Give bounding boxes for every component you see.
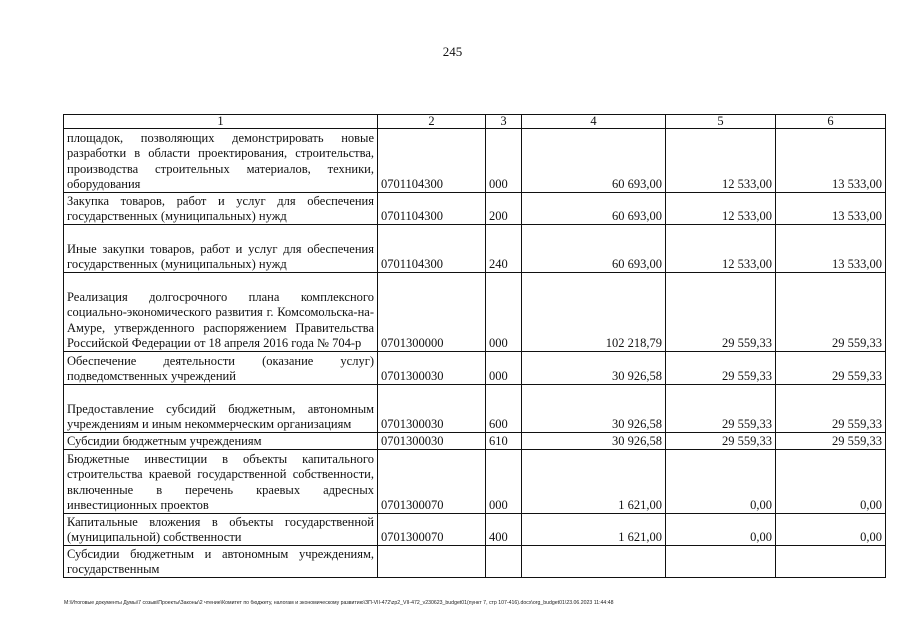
- table-row: [64, 352, 886, 385]
- table-row: [64, 225, 886, 273]
- row-value-col4: 60 693,00: [522, 225, 666, 273]
- row-code: [378, 546, 486, 578]
- row-value-col4: 102 218,79: [522, 273, 666, 352]
- table-header-row: [64, 115, 886, 129]
- row-code: 0701300070: [378, 514, 486, 546]
- row-code: 0701300070: [378, 450, 486, 514]
- row-value-col6: 29 559,33: [776, 273, 886, 352]
- row-value-col5: 12 533,00: [666, 193, 776, 225]
- footer-file-path: M:\Итоговые документы Думы\7 созыв\Проекты\Законы\2 чтение\Комитет по бюджету, налогам и экономическому развитию\ЗП-VII-472\zp2_VII-472_v230623_budget01(пункт 7, стр 107-416).docx\org_budget01\23.06.2023 11:44:48: [64, 600, 614, 606]
- row-type: 000: [486, 273, 522, 352]
- row-value-col6: 13 533,00: [776, 193, 886, 225]
- row-type: [486, 546, 522, 578]
- row-code: 0701300030: [378, 352, 486, 385]
- row-value-col5: 29 559,33: [666, 273, 776, 352]
- column-header: 3: [486, 115, 522, 129]
- row-type: 240: [486, 225, 522, 273]
- row-type: 610: [486, 433, 522, 450]
- row-value-col5: 29 559,33: [666, 433, 776, 450]
- row-code: 0701300000: [378, 273, 486, 352]
- row-type: 000: [486, 450, 522, 514]
- table-row: [64, 433, 886, 450]
- row-value-col6: 0,00: [776, 514, 886, 546]
- row-value-col6: 13 533,00: [776, 225, 886, 273]
- row-type: 200: [486, 193, 522, 225]
- column-header: 1: [64, 115, 378, 129]
- row-code: 0701104300: [378, 129, 486, 193]
- table-row: [64, 546, 886, 578]
- row-value-col6: 29 559,33: [776, 433, 886, 450]
- row-code: 0701300030: [378, 433, 486, 450]
- table-row: [64, 450, 886, 514]
- table-row: [64, 129, 886, 193]
- row-value-col5: [666, 546, 776, 578]
- row-value-col6: [776, 546, 886, 578]
- column-header: 4: [522, 115, 666, 129]
- row-value-col4: 30 926,58: [522, 433, 666, 450]
- row-value-col5: 29 559,33: [666, 352, 776, 385]
- row-name: площадок, позволяющих демонстрировать новые разработки в области проектирования, строительства, производства строительных материалов, техники, оборудования: [64, 129, 378, 193]
- row-name: Предоставление субсидий бюджетным, автономным учреждениям и иным некоммерческим организациям: [64, 385, 378, 433]
- row-name: Субсидии бюджетным учреждениям: [64, 433, 378, 450]
- table-row: [64, 514, 886, 546]
- row-value-col6: 29 559,33: [776, 385, 886, 433]
- row-type: 400: [486, 514, 522, 546]
- row-value-col6: 0,00: [776, 450, 886, 514]
- row-name: Закупка товаров, работ и услуг для обеспечения государственных (муниципальных) нужд: [64, 193, 378, 225]
- row-value-col4: [522, 546, 666, 578]
- row-value-col4: 30 926,58: [522, 352, 666, 385]
- row-name: Иные закупки товаров, работ и услуг для обеспечения государственных (муниципальных) нужд: [64, 225, 378, 273]
- row-value-col5: 0,00: [666, 514, 776, 546]
- row-value-col5: 29 559,33: [666, 385, 776, 433]
- row-value-col5: 0,00: [666, 450, 776, 514]
- table-row: [64, 193, 886, 225]
- row-name: Бюджетные инвестиции в объекты капитального строительства краевой государственной собственности, включенные в перечень краевых адресных инвестиционных проектов: [64, 450, 378, 514]
- row-value-col4: 1 621,00: [522, 514, 666, 546]
- row-name: Реализация долгосрочного плана комплексного социально-экономического развития г. Комсомольска-на-Амуре, утвержденного распоряжением Правительства Российской Федерации от 18 апреля 2016 года № 704-р: [64, 273, 378, 352]
- row-value-col4: 60 693,00: [522, 129, 666, 193]
- row-code: 0701104300: [378, 225, 486, 273]
- row-code: 0701104300: [378, 193, 486, 225]
- row-value-col6: 29 559,33: [776, 352, 886, 385]
- column-header: 2: [378, 115, 486, 129]
- table-row: [64, 273, 886, 352]
- row-value-col4: 1 621,00: [522, 450, 666, 514]
- row-name: Обеспечение деятельности (оказание услуг) подведомственных учреждений: [64, 352, 378, 385]
- table-row: [64, 385, 886, 433]
- row-value-col5: 12 533,00: [666, 225, 776, 273]
- row-type: 600: [486, 385, 522, 433]
- row-value-col4: 60 693,00: [522, 193, 666, 225]
- row-code: 0701300030: [378, 385, 486, 433]
- row-value-col6: 13 533,00: [776, 129, 886, 193]
- row-name: Капитальные вложения в объекты государственной (муниципальной) собственности: [64, 514, 378, 546]
- row-type: 000: [486, 129, 522, 193]
- column-header: 5: [666, 115, 776, 129]
- budget-table: [63, 114, 886, 578]
- row-value-col5: 12 533,00: [666, 129, 776, 193]
- row-value-col4: 30 926,58: [522, 385, 666, 433]
- page-number: 245: [442, 44, 463, 59]
- row-type: 000: [486, 352, 522, 385]
- column-header: 6: [776, 115, 886, 129]
- row-name: Субсидии бюджетным и автономным учреждениям, государственным: [64, 546, 378, 578]
